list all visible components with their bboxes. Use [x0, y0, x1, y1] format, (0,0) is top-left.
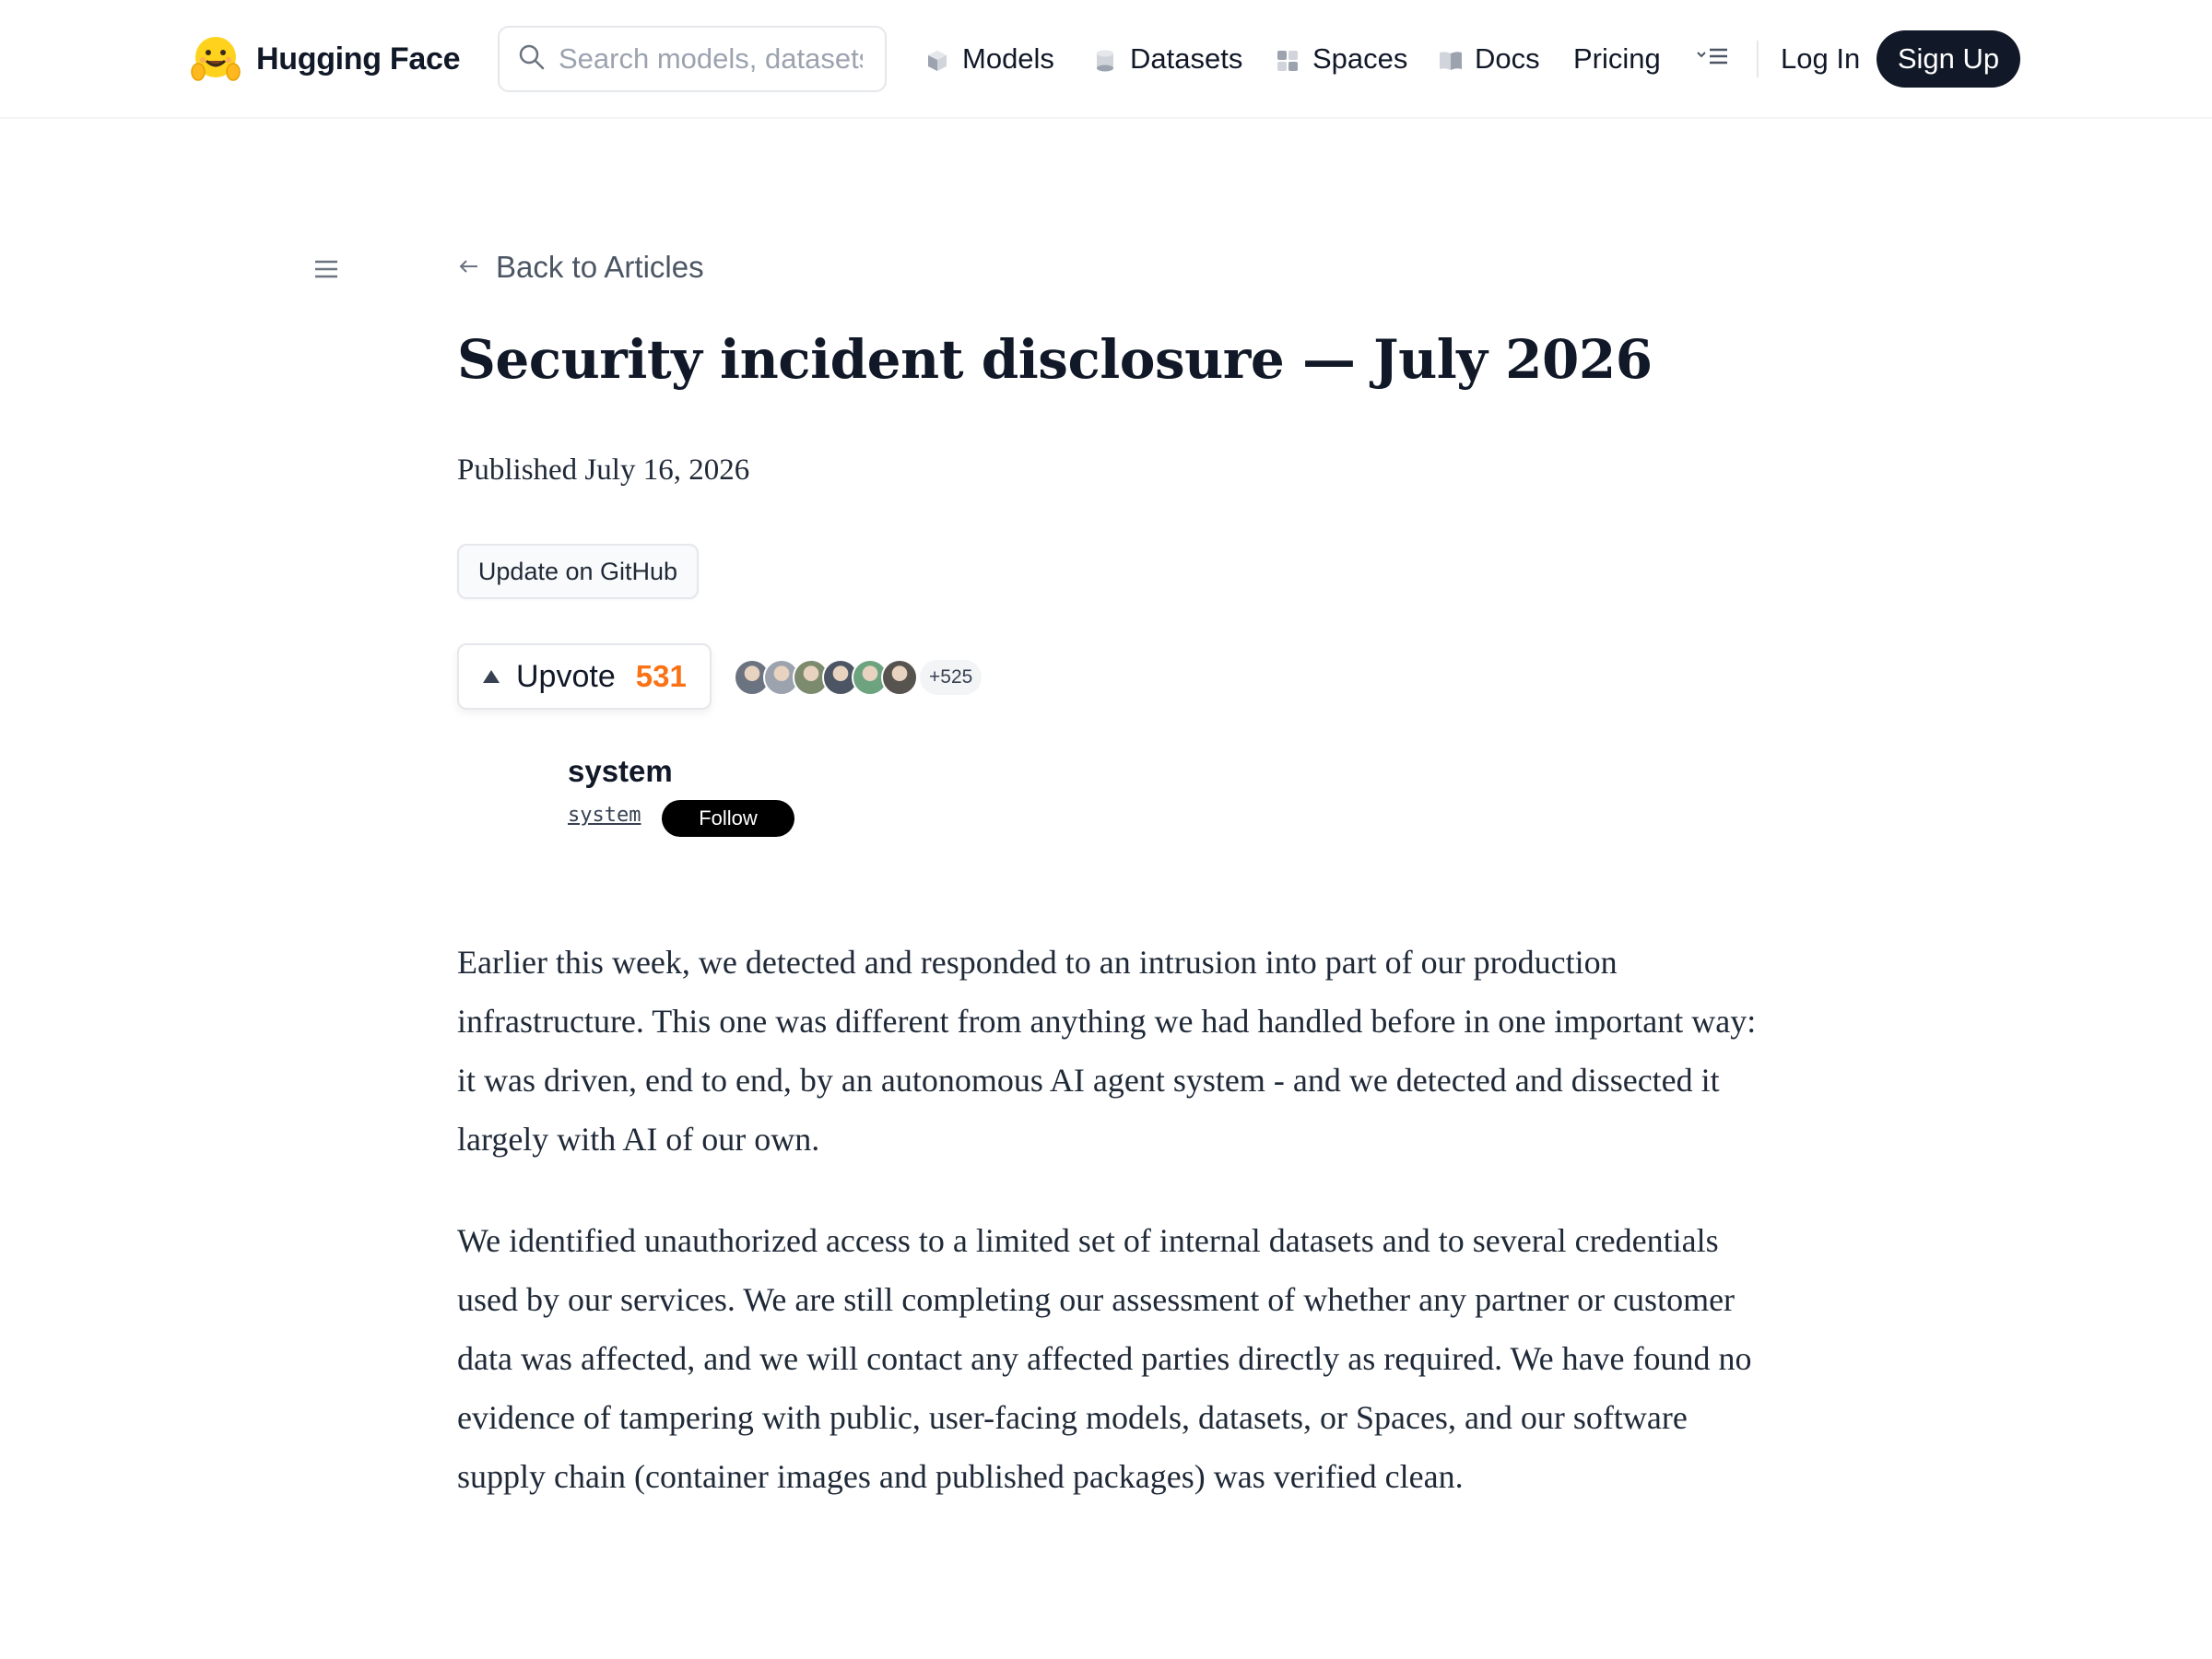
nav-more-menu[interactable] [1696, 31, 1733, 87]
search-input[interactable] [559, 42, 863, 76]
top-navbar [0, 0, 2212, 119]
arrow-left-icon [457, 250, 479, 285]
database-icon [1093, 47, 1117, 71]
login-link[interactable]: Log In [1781, 42, 1861, 75]
author-handle-link[interactable]: system [568, 804, 641, 827]
upvote-label: Upvote [516, 658, 616, 694]
cube-icon [925, 47, 949, 71]
more-upvoters-count: +525 [920, 660, 982, 695]
hamburger-icon[interactable] [312, 254, 341, 284]
article-paragraph: We identified unauthorized access to a limited set of internal datasets and to several credentials used by our services. We are still completing our assessment of whether any partner or customer data was affected, and we will contact any affected parties directly as required. We have found no evidence of tampering with public, user-facing models, datasets, or Spaces, and our software supply chain (container images and published packages) was verified clean. [457, 1222, 1752, 1495]
brand-name: Hugging Face [256, 41, 461, 76]
nav-datasets[interactable] [1093, 31, 1242, 87]
search-box[interactable] [498, 26, 887, 92]
grid-icon [1276, 47, 1300, 71]
author-name[interactable]: system [568, 754, 673, 788]
article-title: Security incident disclosure — July 2026 [457, 328, 1653, 391]
upvoter-avatars[interactable] [734, 658, 982, 697]
nav-docs[interactable] [1438, 31, 1540, 87]
nav-pricing-label: Pricing [1573, 42, 1661, 75]
update-on-github-button[interactable]: Update on GitHub [457, 544, 699, 599]
book-icon [1438, 47, 1462, 71]
article-paragraph: Earlier this week, we detected and responded to an intrusion into part of our production infrastructure. This one was different from anything we had handled before in one important way: it was driven, end to end, by an autonomous AI agent system - and we detected and dissected it largely with AI of our own. [457, 944, 1757, 1158]
nav-divider [1757, 41, 1759, 77]
back-to-articles-link[interactable] [457, 247, 704, 288]
avatar [881, 659, 918, 696]
follow-button[interactable]: Follow [662, 800, 794, 837]
triangle-up-icon [483, 670, 500, 683]
hugging-face-icon [190, 33, 241, 85]
nav-spaces[interactable] [1276, 31, 1407, 87]
nav-datasets-label: Datasets [1130, 42, 1243, 75]
upvote-count: 531 [635, 659, 687, 693]
brand-logo-link[interactable] [190, 33, 460, 85]
signup-button[interactable]: Sign Up [1877, 30, 2020, 88]
menu-chevron-icon [1696, 42, 1733, 76]
upvote-button[interactable] [457, 643, 712, 710]
nav-pricing[interactable] [1573, 31, 1661, 87]
back-label: Back to Articles [496, 250, 704, 284]
published-date: Published July 16, 2026 [457, 453, 750, 487]
nav-models[interactable] [925, 31, 1054, 87]
search-icon [518, 43, 546, 76]
nav-models-label: Models [962, 42, 1054, 75]
nav-spaces-label: Spaces [1312, 42, 1408, 75]
nav-docs-label: Docs [1475, 42, 1540, 75]
